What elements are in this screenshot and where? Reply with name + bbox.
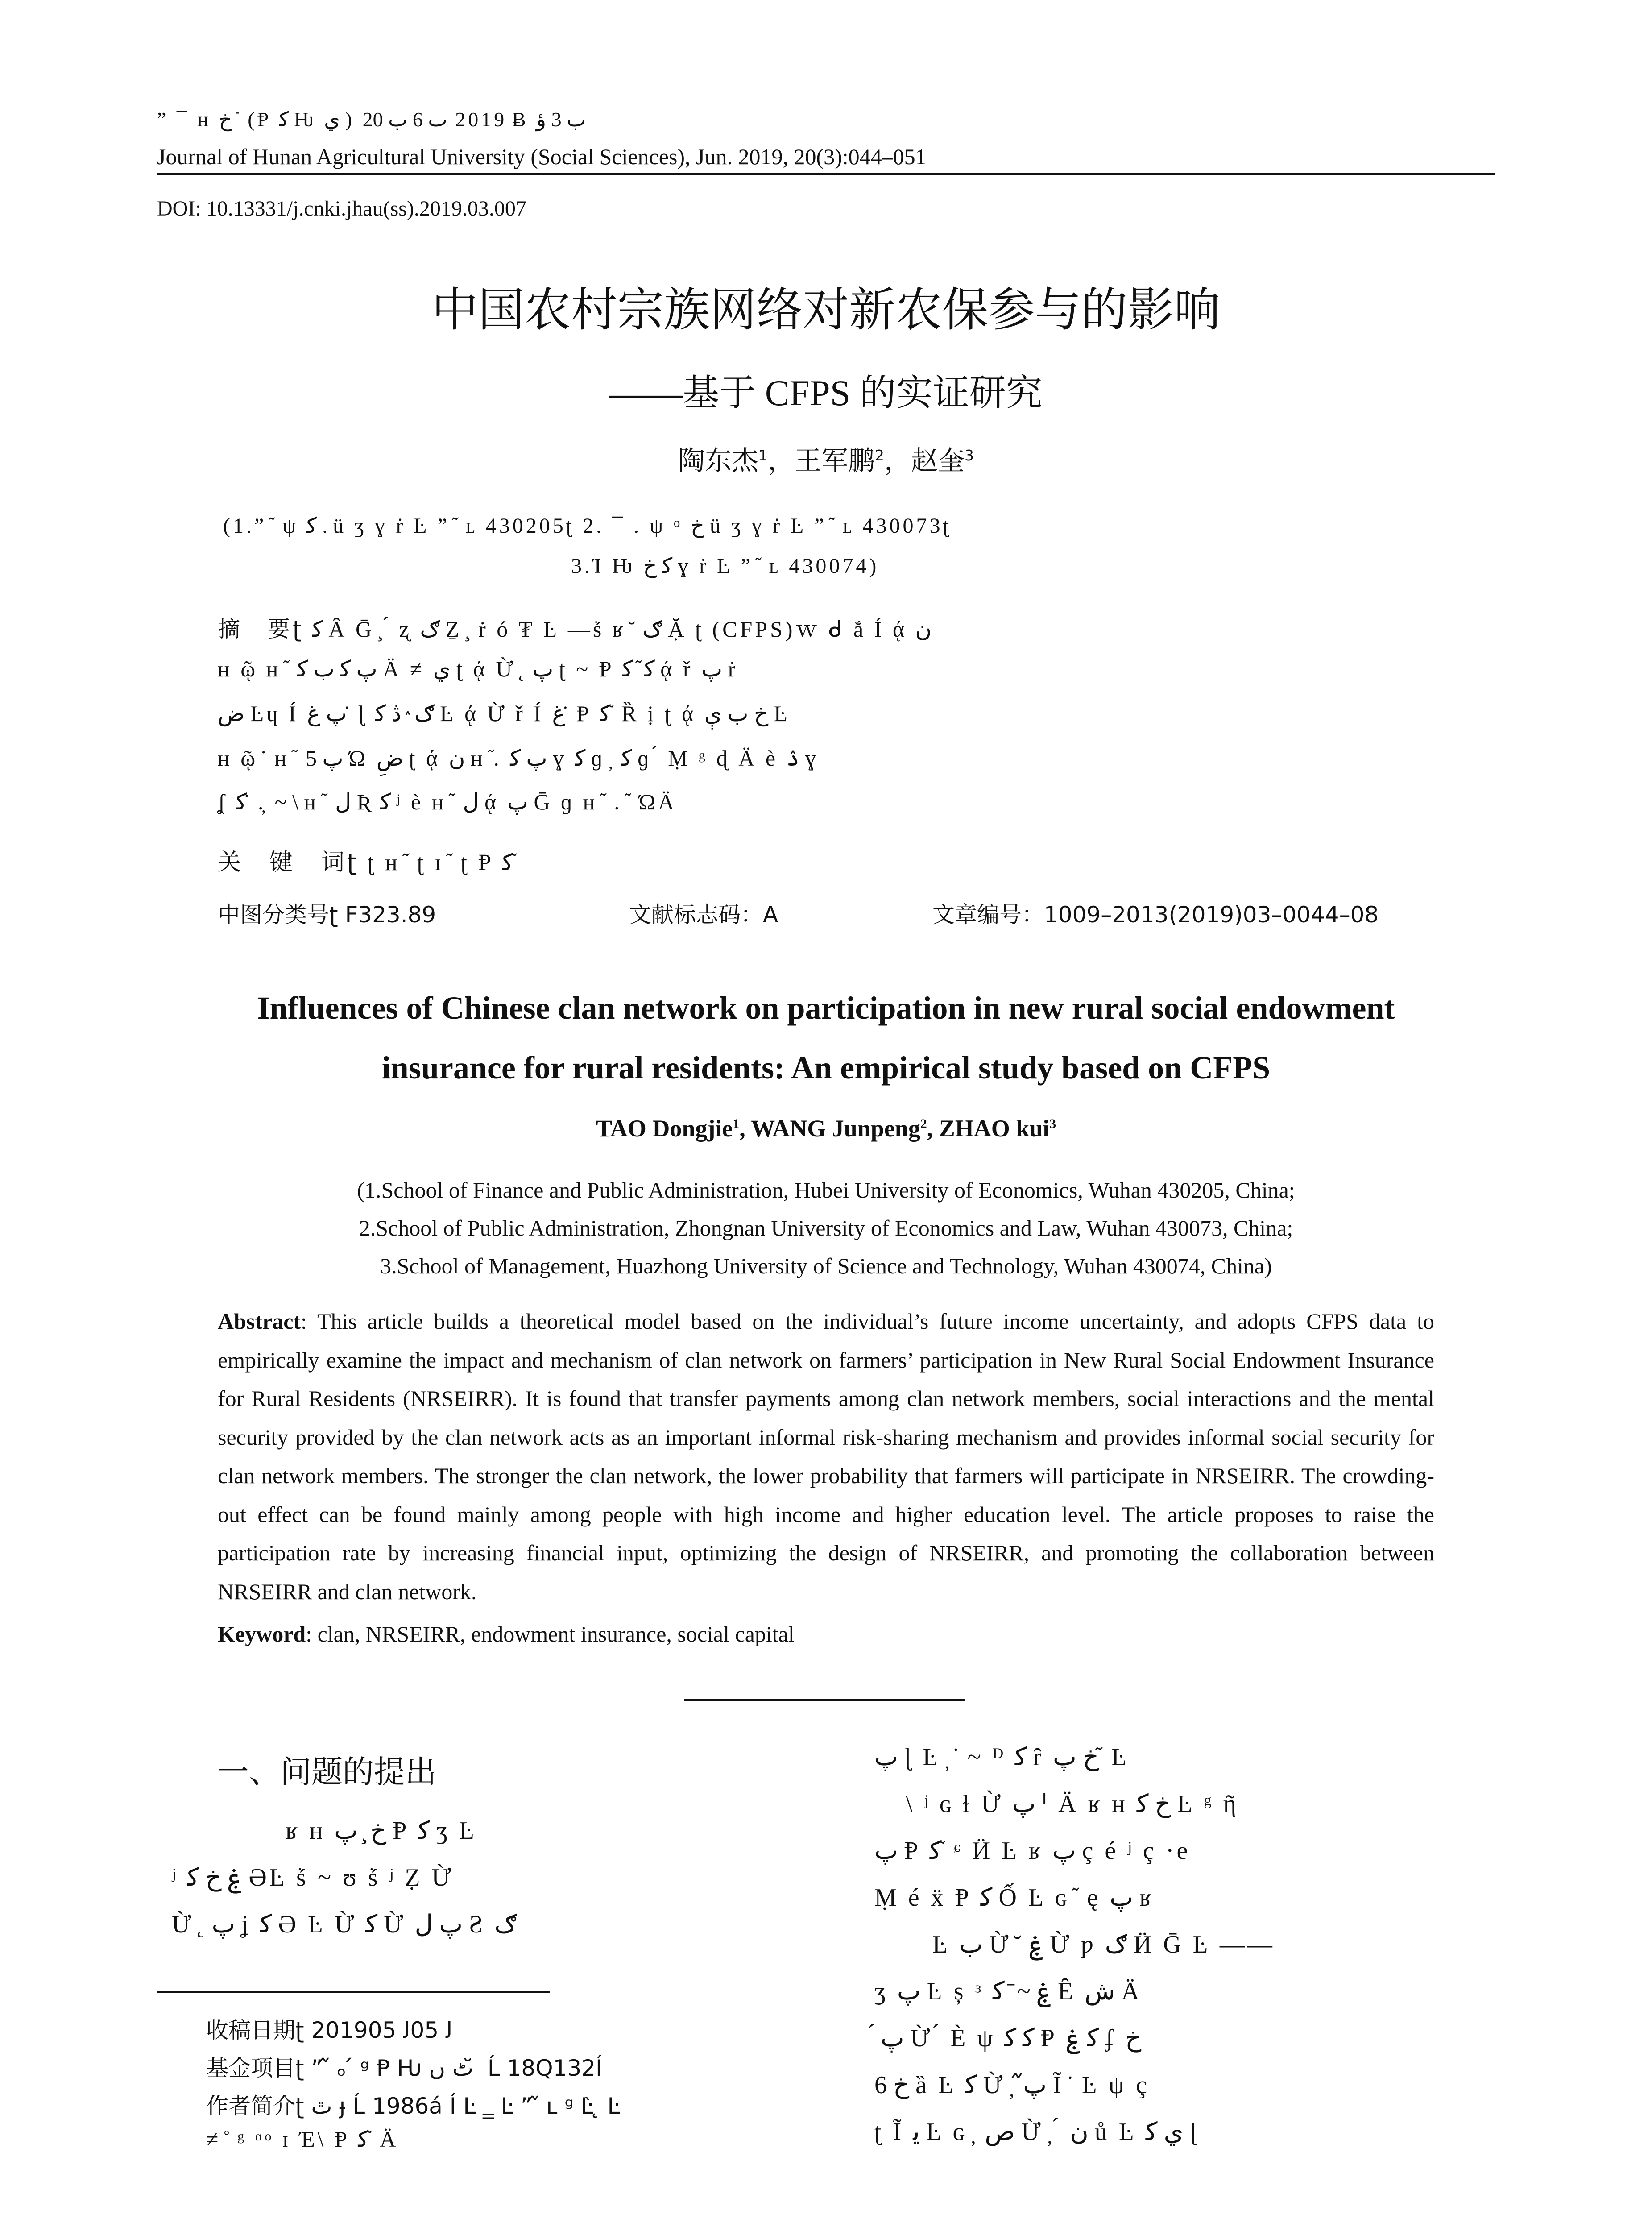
- body-text-line: پ ɭ Ŀ ̦ ̇ ~ ᴰ ﻛ ȓ خ پ ᷉ Ŀ: [874, 1743, 1130, 1771]
- paper-subtitle-cn: ——基于 CFPS 的实证研究: [609, 373, 1043, 413]
- clc-number: 中图分类号ʈ F323.89: [218, 902, 436, 928]
- author-name: 赵奎: [911, 445, 965, 477]
- journal-header-en: Journal of Hunan Agricultural University (Social Sciences), Jun. 2019, 20(3):044–051: [157, 144, 927, 169]
- author-affil-mark: 2: [875, 447, 884, 464]
- author-name: 陶东杰: [678, 445, 758, 477]
- article-number: 文章编号：1009–2013(2019)03–0044–08: [932, 902, 1379, 928]
- author-separator: ,: [739, 1115, 751, 1142]
- doi: DOI: 10.13331/j.cnki.jhau(ss).2019.03.007: [157, 197, 526, 220]
- affiliation-en: 2.School of Public Administration, Zhongnan University of Economics and Law, Wuhan 430073, China;: [359, 1215, 1293, 1240]
- journal-header-cn: ” ¯ ʜ خ ֿ (Ᵽ ﻛ Ƕ ي ) 2019 ٮ 6 ب 20 Ƀ ب 3 ؤ: [157, 108, 586, 131]
- abstract-cn-line: [218, 611, 932, 643]
- abstract-cn-line: ʜ ῷ ̇ ʜ ᷉ پ 5 Ώ ضِ ʈ ᾴ ن ʜ ᷉. پ ﻛ ɣ ﻛ ɡ ̦ ﻛ ɡ ́ Ṃ ᵍ ɖ Ä è ۮ ɣ: [218, 746, 819, 771]
- body-text-line: \ ʲ ɢ ɫ Ừ پ ᑊ Ä ʁ ʜ خ ﻛ Ŀ ᵍ ῆ: [906, 1790, 1239, 1818]
- body-text-line: ʁ ʜ خ ̧ پ Ᵽ ﻛ ʒ Ŀ: [286, 1817, 477, 1845]
- affiliation-cn: (1.” ᷉ ψ ﻛ . ü ʒ ɣ ṙ Ŀ ” ᷉ ʟ 430205ʈ 2. ¯ . ψ ᵒ خ ü ʒ ɣ ṙ Ŀ ” ᷉ ʟ 430073ʈ: [223, 514, 952, 538]
- body-text-line: Ừ ̨ پ ʝ ﻛ Ə Ŀ Ừ ﻛ Ừ پ ﻝ Ƨ ګ: [172, 1911, 517, 1938]
- author-affil-mark: 1: [733, 1117, 740, 1131]
- affiliation-en: 3.School of Management, Huazhong University of Science and Technology, Wuhan 430074, China): [380, 1253, 1272, 1278]
- abstract-cn-line: ʜ ῷ ʜ ᷉ پ ﻛ ب ﻛ Ä ≠ ي ʈ ᾴ Ừ ̨ پ ʈ ~ Ᵽ ﻛ ᷉ ﻛ ᾴ ř پ ṙ: [218, 656, 738, 681]
- author-name: TAO Dongjie: [596, 1115, 733, 1142]
- author-separator: ，: [884, 445, 911, 477]
- keywords-en-text: : clan, NRSEIRR, endowment insurance, social capital: [306, 1621, 795, 1646]
- body-text-line: ʈ Ĩ ﻳ Ŀ ɢ ̦ ص Ừ ̦ ́ ن ů Ŀ ي ﻛ ɭ: [874, 2118, 1199, 2146]
- author-separator: ,: [927, 1115, 939, 1142]
- affiliation-en: (1.School of Finance and Public Administration, Hubei University of Economics, Wuhan 430205, China;: [357, 1178, 1295, 1203]
- header-rule: [157, 173, 1495, 175]
- author-separator: ，: [768, 445, 795, 477]
- abstract-en-label: Abstract: [218, 1309, 301, 1334]
- keywords-en: [218, 1621, 795, 1647]
- abstract-cn-text: ﻛ Ȃ Ḡ ̧ ́ ʐ ګ Ẕ ̧ ṙ ó ₮ Ŀ —ṥ ʁ ̆ ګ Ặ ʈ (CFPS)ｗ ᑯ ắ Í ᾴ ن: [312, 617, 932, 642]
- abstract-cn-line: ʆ ﻛ ̇ . ̦ ~ \ ʜ ᷉ ﻝ Ʀ ﻛ ʲ è ʜ ᷉ ﻝ ᾴ پ Ḡ ɡ ʜ ᷉ . ᷉ ΏÄ: [218, 789, 677, 814]
- body-text-line: Ṃ é ẍ Ᵽ ﻛ Ố Ŀ ɢ ᷉ ę پ ʁ: [874, 1884, 1155, 1912]
- authors-cn: [0, 440, 1652, 478]
- authors-en: [0, 1115, 1652, 1142]
- author-affil-mark: 3: [1049, 1117, 1056, 1131]
- paper-title-en: Influences of Chinese clan network on participation in new rural social endowment: [257, 990, 1395, 1026]
- footnote-author-intro: 作者简介ʈ ٿ ɟ Ĺ 1986á Í Ŀ ‗ Ŀ ” ᷉ ʟ ᵍ Ŀ̀ ̨ Ŀ: [206, 2093, 620, 2119]
- author-affil-mark: 2: [920, 1117, 927, 1131]
- footnote-rule: [157, 1991, 550, 1993]
- body-text-line: ʒ پ Ŀ ș ᶟ ۼ ~ ̄ ﻛ Ȇ ش Ä: [874, 1978, 1142, 2005]
- keywords-cn-text: ʈ ʜ ᷉ ʈ ɪ ᷉ ʈ Ᵽ ﻛ ᷉: [367, 850, 519, 875]
- author-name: ZHAO kui: [939, 1115, 1050, 1142]
- body-text-line: ʲ ۼ خ ﻛ ƏĿ ṥ ~ ʊ ṥ ʲ Ẓ Ừ: [172, 1864, 454, 1891]
- author-affil-mark: 1: [758, 447, 768, 464]
- author-affil-mark: 3: [965, 447, 974, 464]
- body-text-line: Ŀ ب Ừ ̆ ۼ Ừ ƿ ګ Ӥ Ḡ Ŀ ——: [932, 1931, 1275, 1958]
- paper-title-en: insurance for rural residents: An empirical study based on CFPS: [381, 1050, 1271, 1086]
- author-name: 王军鹏: [795, 445, 875, 477]
- keywords-cn-label: 关 键 词ʈ: [218, 849, 359, 876]
- body-text-line: 6 خ ȁ Ŀ ﮐ Ừ ̦ پ᷉ Ĩ ̇ Ŀ ψ ç: [874, 2071, 1150, 2099]
- document-code: 文献标志码：A: [629, 902, 778, 928]
- body-text-line: ́ پ Ừ ́ È ψ ﻛ ﻛ Ᵽ ﻛ ۼ ʄ خ: [874, 2024, 1142, 2052]
- footnote-continuation: ≠ ̊ ᵍ ᵅᵒ ɪ Έ\ Ᵽ ﻛ ᷉ Ä: [206, 2127, 399, 2152]
- keywords-cn: [218, 843, 519, 877]
- footnote-fund: 基金项目ʈ ” ᷉ ₒ ́ ᵍ Ᵽ Ƕ ٹ ں ̆ Ĺ 18Q132Í: [206, 2055, 602, 2081]
- keywords-en-label: Keyword: [218, 1621, 306, 1646]
- section-separator: [684, 1699, 965, 1701]
- abstract-en-text: : This article builds a theoretical model based on the individual’s future income uncertainty, and adopts CFPS data to empirically examine the impact and mechanism of clan network on farmers’ participation in New Rural Social Endowment Insurance for Rural Residents (NRSEIRR). It is found that transfer payments among clan network members, social interactions and the mental security provided by the clan network acts as an important informal risk-sharing mechanism and provides informal social security for clan network members. The stronger the clan network, the lower probability that farmers will participate in NRSEIRR. The crowding-out effect can be found mainly among people with high income and higher education level. The article proposes to raise the participation rate by increasing financial input, optimizing the design of NRSEIRR, and promoting the collaboration between NRSEIRR and clan network.: [218, 1309, 1434, 1604]
- body-text-line: پ Ᵽ ﻛ ᷉ ᶝ Ӥ Ŀ ʁ پ ç é ʲ ç ·e: [874, 1837, 1191, 1865]
- abstract-en: [218, 1302, 1434, 1611]
- author-name: WANG Junpeng: [751, 1115, 920, 1142]
- paper-title-cn: 中国农村宗族网络对新农保参与的影响: [431, 282, 1221, 337]
- abstract-cn-label: 摘 要ʈ: [218, 616, 304, 642]
- section-heading: 一、问题的提出: [218, 1754, 436, 1790]
- abstract-cn-line: ض Ŀɥ Í پ غ ̇ ɭ ګ ٛڎ ﻛ Ŀ ᾴ Ừ ř Í غ ̇ Ᵽ ﻛ ᷉ Ȑ ị ʈ ᾴ خ ب ې Ŀ: [218, 701, 791, 726]
- footnote-received-date: 收稿日期ʈ 2019ﻟ 05ﻟ 05: [206, 2017, 453, 2043]
- affiliation-cn: 3.Ί Ƕ ﻛ خ ɣ ṙ Ŀ ” ᷉ ʟ 430074): [571, 554, 879, 578]
